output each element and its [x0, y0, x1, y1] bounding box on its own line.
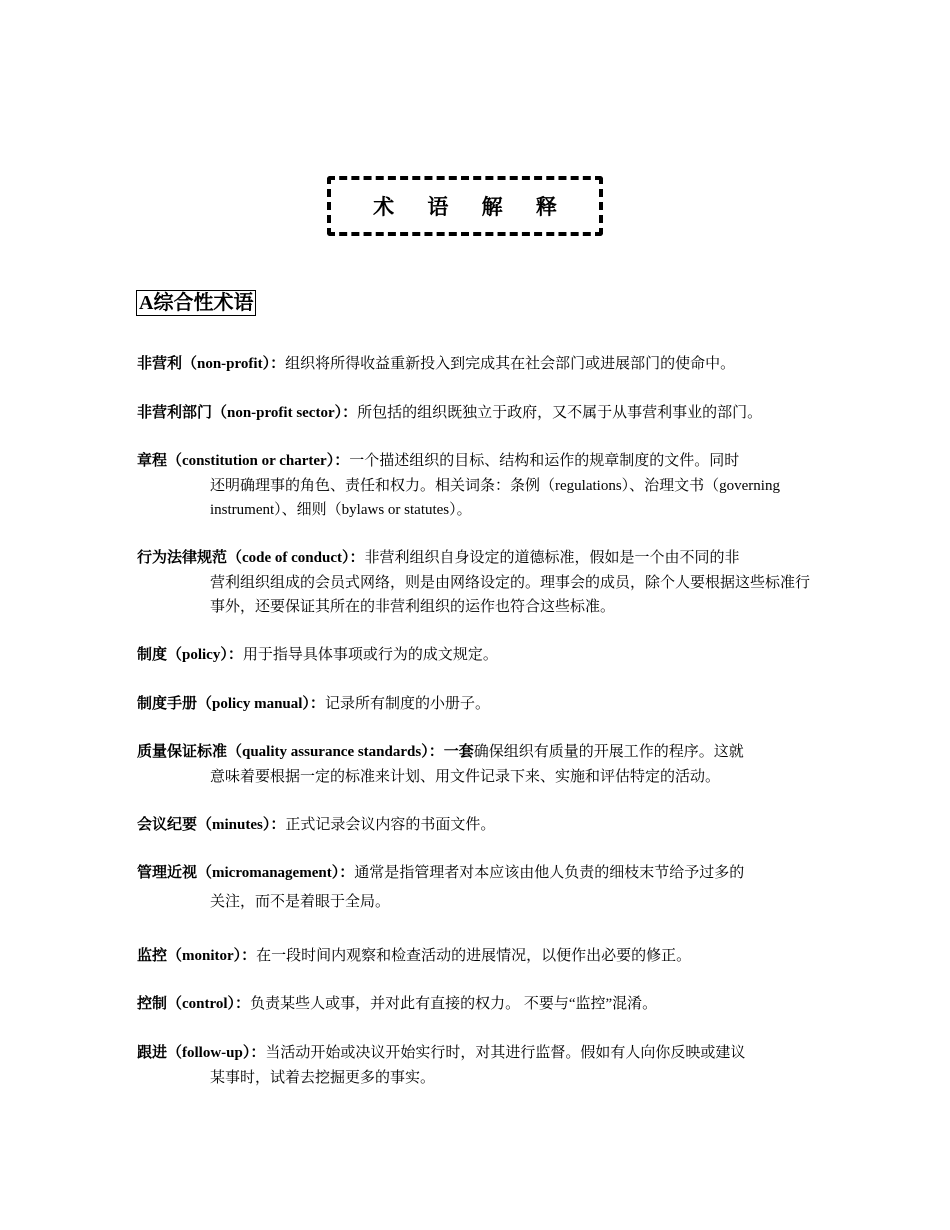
entry-term: 章程（constitution or charter）： [137, 453, 350, 469]
entry-definition: 所包括的组织既独立于政府，又不属于从事营利事业的部门。 [357, 405, 763, 421]
entry-definition: 在一段时间内观察和检查活动的进展情况，以便作出必要的修正。 [256, 948, 692, 964]
glossary-entry [137, 992, 813, 1017]
entry-term: 会议纪要（minutes）： [137, 817, 286, 833]
entry-definition: 确保组织有质量的开展工作的程序。这就 [473, 744, 744, 760]
glossary-entry [137, 813, 813, 838]
glossary-entry [137, 352, 813, 377]
entry-definition: 记录所有制度的小册子。 [324, 696, 490, 712]
glossary-entry [137, 546, 813, 620]
entry-term: 制度手册（policy manual）： [137, 696, 325, 712]
title-box [327, 176, 603, 236]
entry-term: 制度（policy）： [137, 647, 243, 663]
entry-term: 质量保证标准（quality assurance standards）：一套 [137, 744, 474, 760]
glossary-entry [137, 401, 813, 426]
entry-term: 管理近视（micromanagement）： [137, 865, 355, 881]
entry-definition: 通常是指管理者对本应该由他人负责的细枝末节给予过多的 [354, 865, 745, 881]
entry-definition: 当活动开始或决议开始实行时，对其进行监督。假如有人向你反映或建议 [265, 1045, 746, 1061]
glossary-entry [137, 692, 813, 717]
entry-definition: 组织将所得收益重新投入到完成其在社会部门或进展部门的使命中。 [285, 356, 736, 372]
entry-definition: 非营利组织自身设定的道德标准，假如是一个由不同的非 [364, 550, 740, 566]
glossary-entry [137, 740, 813, 789]
entry-term: 跟进（follow-up）： [137, 1045, 266, 1061]
glossary-entry [137, 643, 813, 668]
entry-definition: 一个描述组织的目标、结构和运作的规章制度的文件。同时 [349, 453, 740, 469]
entry-term: 监控（monitor）： [137, 948, 257, 964]
page-title: 术 语 解 释 [373, 195, 571, 219]
glossary-entry [137, 944, 813, 969]
section-heading: A综合性术语 [136, 290, 256, 316]
entry-term: 非营利部门（non-profit sector）： [137, 405, 358, 421]
entry-definition-continued: 意味着要根据一定的标准来计划、用文件记录下来、实施和评估特定的活动。 [210, 768, 721, 785]
glossary-entry [137, 861, 813, 918]
glossary-entry [137, 1041, 813, 1090]
entry-definition-continued: 某事时，试着去挖掘更多的事实。 [210, 1069, 436, 1086]
entry-definition-continued: 关注，而不是着眼于全局。 [210, 893, 391, 910]
entry-definition: 正式记录会议内容的书面文件。 [285, 817, 496, 833]
entry-definition-continued: 还明确理事的角色、责任和权力。相关词条：条例（regulations）、治理文书（governing instrument）、细则（bylaws or statutes）。 [210, 477, 780, 518]
glossary-entry [137, 449, 813, 523]
entry-definition-continued: 营利组织组成的会员式网络，则是由网络设定的。理事会的成员，除个人要根据这些标准行事外，还要保证其所在的非营利组织的运作也符合这些标准。 [210, 574, 811, 615]
entry-definition: 负责某些人或事，并对此有直接的权力。 不要与“监控”混淆。 [250, 996, 658, 1012]
entry-term: 非营利（non-profit）： [137, 356, 286, 372]
entry-term: 控制（control）： [137, 996, 251, 1012]
entry-definition: 用于指导具体事项或行为的成文规定。 [242, 647, 498, 663]
entry-term: 行为法律规范（code of conduct）： [137, 550, 365, 566]
